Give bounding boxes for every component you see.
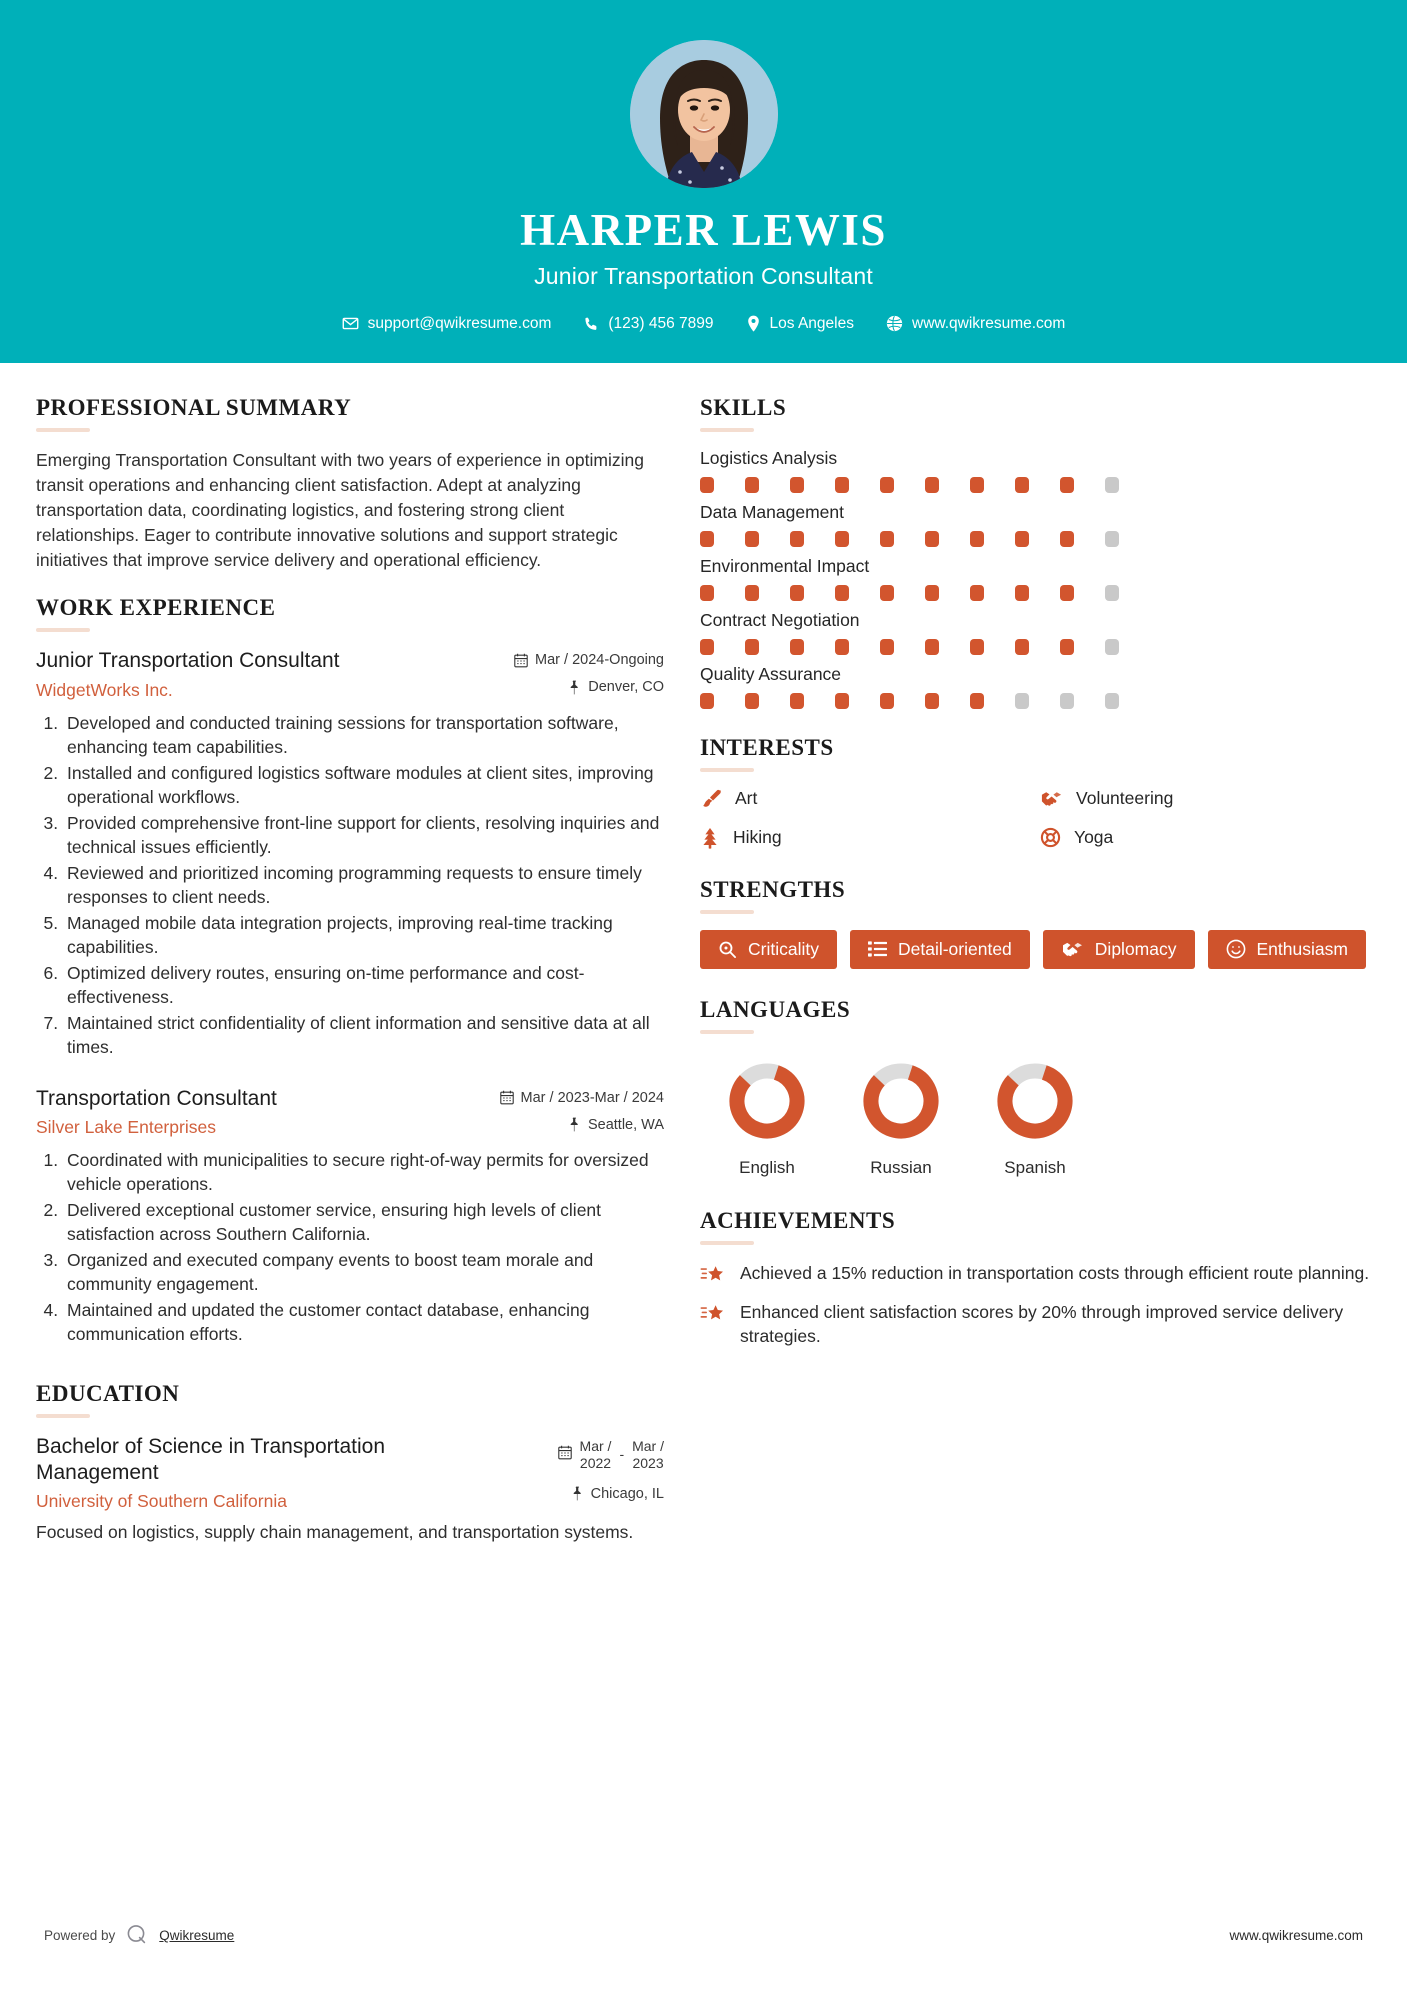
section-heading: PROFESSIONAL SUMMARY <box>36 394 352 420</box>
skill-dot-filled <box>1060 531 1074 547</box>
skill-dot-filled <box>1060 477 1074 493</box>
job-bullet: 1. Developed and conducted training sessions for transportation software, enhancing team capabilities. <box>63 711 664 760</box>
tree-icon <box>700 827 720 849</box>
skill-dot-filled <box>970 531 984 547</box>
strength-chip-criticality[interactable] <box>700 930 837 969</box>
work-entry-header <box>36 1086 664 1138</box>
contact-email[interactable] <box>326 315 568 333</box>
language-item <box>700 1058 834 1178</box>
skill-dot-filled <box>925 477 939 493</box>
job-location <box>514 679 664 695</box>
skill-dot-empty <box>1105 693 1119 709</box>
skill-dot-empty <box>1060 693 1074 709</box>
skill-dot-filled <box>745 531 759 547</box>
interests-grid <box>700 788 1370 849</box>
section-rule <box>36 428 90 432</box>
skill-rating <box>700 585 1370 601</box>
education-end-year: 2023 <box>632 1454 664 1471</box>
education-entry-main <box>36 1434 456 1513</box>
skill-dot-filled <box>745 693 759 709</box>
job-bullet: 3. Provided comprehensive front-line support for clients, resolving inquiries and technical issues efficiently. <box>63 811 664 860</box>
shooting-star-icon <box>700 1300 726 1325</box>
work-entry-header <box>36 648 664 700</box>
skill-dot-filled <box>925 639 939 655</box>
language-name: Spanish <box>1004 1157 1066 1177</box>
section-heading: WORK EXPERIENCE <box>36 595 276 621</box>
skill-name: Contract Negotiation <box>700 609 860 630</box>
qwikresume-logo-icon <box>126 1923 148 1948</box>
contact-phone-text: (123) 456 7899 <box>608 314 714 332</box>
skill-dot-filled <box>835 693 849 709</box>
job-bullets <box>36 1148 664 1347</box>
page-footer <box>0 1923 1407 1948</box>
job-dates-text: Mar / 2024-Ongoing <box>535 652 664 669</box>
section-rule <box>700 428 754 432</box>
search-icon <box>718 940 737 959</box>
skill-dot-empty <box>1015 693 1029 709</box>
section-heading: STRENGTHS <box>700 876 846 902</box>
left-column <box>36 395 664 1568</box>
achievement-item <box>700 1300 1370 1349</box>
qwikresume-link[interactable]: Qwikresume <box>159 1928 235 1943</box>
skill-dot-filled <box>970 477 984 493</box>
skill-dot-filled <box>700 585 714 601</box>
skill-dot-filled <box>925 585 939 601</box>
skill-row <box>700 448 1370 493</box>
language-item <box>968 1058 1102 1178</box>
skill-dot-filled <box>745 477 759 493</box>
language-item <box>834 1058 968 1178</box>
skill-dot-filled <box>835 585 849 601</box>
education-end-date <box>632 1438 664 1472</box>
section-heading: ACHIEVEMENTS <box>700 1207 896 1233</box>
strength-label: Criticality <box>748 938 819 959</box>
achievement-text: Achieved a 15% reduction in transportation costs through efficient route planning. <box>740 1262 1370 1283</box>
section-rule <box>36 1414 90 1418</box>
job-bullet: 6. Optimized delivery routes, ensuring on-time performance and cost-effectiveness. <box>63 961 664 1010</box>
section-work-experience <box>36 595 664 1347</box>
languages-list <box>700 1050 1370 1178</box>
skill-rating <box>700 693 1370 709</box>
section-education <box>36 1381 664 1546</box>
job-dates-text: Mar / 2023-Mar / 2024 <box>520 1089 664 1106</box>
achievement-item <box>700 1261 1370 1286</box>
skill-dot-empty <box>1105 531 1119 547</box>
map-pin-icon <box>746 315 761 332</box>
work-entry-meta <box>514 648 664 695</box>
job-role: Transportation Consultant <box>36 1086 277 1110</box>
section-languages <box>700 997 1370 1178</box>
skill-dot-filled <box>925 693 939 709</box>
section-rule <box>700 768 754 772</box>
calendar-icon <box>558 1445 572 1464</box>
pin-icon <box>568 1117 581 1132</box>
education-location-text: Chicago, IL <box>590 1485 664 1502</box>
work-entry <box>36 1086 664 1347</box>
skill-row <box>700 556 1370 601</box>
list-icon <box>868 940 887 958</box>
interest-item <box>700 827 1030 849</box>
section-achievements <box>700 1208 1370 1349</box>
job-location-text: Seattle, WA <box>587 1116 664 1133</box>
skill-dot-filled <box>880 693 894 709</box>
interest-label: Yoga <box>1074 827 1114 847</box>
skill-dot-filled <box>1060 585 1074 601</box>
interest-item <box>1040 827 1370 849</box>
skill-dot-filled <box>880 531 894 547</box>
contact-location-text: Los Angeles <box>769 314 854 332</box>
job-bullet: 2. Delivered exceptional customer service, ensuring high levels of client satisfaction across Southern California. <box>63 1198 664 1247</box>
page-title: HARPER LEWIS <box>520 205 887 255</box>
strength-label: Diplomacy <box>1094 938 1177 959</box>
phone-icon <box>583 316 599 332</box>
section-rule <box>700 910 754 914</box>
education-start-year: 2022 <box>579 1454 612 1471</box>
interest-item <box>1040 788 1370 810</box>
skill-dot-filled <box>700 477 714 493</box>
skill-dot-filled <box>970 693 984 709</box>
strength-chip-enthusiasm[interactable] <box>1208 930 1366 969</box>
skill-dot-filled <box>970 639 984 655</box>
job-bullet: 4. Reviewed and prioritized incoming programming requests to ensure timely responses to client needs. <box>63 861 664 910</box>
pin-icon <box>568 680 581 695</box>
right-column <box>700 395 1370 1371</box>
skill-dot-filled <box>745 639 759 655</box>
education-entry-header <box>36 1434 664 1513</box>
skill-row <box>700 664 1370 709</box>
job-role: Junior Transportation Consultant <box>36 649 340 673</box>
skill-dot-filled <box>835 477 849 493</box>
job-location <box>500 1117 664 1133</box>
section-skills <box>700 395 1370 709</box>
strength-chip-detail-oriented[interactable] <box>850 930 1030 969</box>
section-professional-summary <box>36 395 664 574</box>
job-bullet: 7. Maintained strict confidentiality of client information and sensitive data at all times. <box>63 1011 664 1060</box>
work-entry-meta <box>500 1086 664 1133</box>
education-end-month: Mar / <box>632 1437 664 1454</box>
section-heading: SKILLS <box>700 394 787 420</box>
skill-dot-filled <box>1060 639 1074 655</box>
skill-dot-filled <box>790 693 804 709</box>
job-bullet: 1. Coordinated with municipalities to secure right-of-way permits for oversized vehicle operations. <box>63 1148 664 1197</box>
skill-dot-filled <box>1015 531 1029 547</box>
skill-dot-filled <box>700 531 714 547</box>
summary-text: Emerging Transportation Consultant with two years of experience in optimizing transit operations and enhancing client satisfaction. Adept at analyzing transportation data, coordinating logistics, and fostering strong client relationships. Eager to contribute innovative solutions and support strategic initiatives that improve service delivery and operational efficiency. <box>36 449 644 571</box>
skill-rating <box>700 531 1370 547</box>
work-entry-main <box>36 648 502 700</box>
section-interests <box>700 735 1370 849</box>
skill-dot-filled <box>700 639 714 655</box>
globe-icon <box>886 315 903 332</box>
language-donut-chart <box>724 1058 810 1144</box>
resume-body <box>0 363 1407 1568</box>
school-name: University of Southern California <box>36 1491 287 1512</box>
education-note: Focused on logistics, supply chain management, and transportation systems. <box>36 1522 634 1543</box>
skill-dot-filled <box>745 585 759 601</box>
job-bullet: 3. Organized and executed company events to boost team morale and community engagement. <box>63 1248 664 1297</box>
handshake-icon <box>1061 940 1084 959</box>
skill-dot-empty <box>1105 477 1119 493</box>
handshake-icon <box>1040 789 1063 809</box>
skill-dot-filled <box>880 477 894 493</box>
skill-dot-filled <box>1015 639 1029 655</box>
skill-name: Environmental Impact <box>700 555 870 576</box>
education-dates <box>558 1438 664 1472</box>
avatar-photo <box>630 40 778 188</box>
header-subtitle: Junior Transportation Consultant <box>534 262 873 289</box>
degree-title: Bachelor of Science in Transportation Management <box>36 1434 386 1485</box>
calendar-icon <box>500 1090 514 1105</box>
strength-label: Detail-oriented <box>897 938 1012 959</box>
strength-label: Enthusiasm <box>1256 938 1348 959</box>
skill-name: Logistics Analysis <box>700 447 838 468</box>
skill-dot-filled <box>880 639 894 655</box>
section-rule <box>700 1241 754 1245</box>
work-entry-main <box>36 1086 488 1138</box>
education-entry-meta <box>558 1434 664 1502</box>
strengths-list <box>700 930 1370 969</box>
education-entry <box>36 1434 664 1546</box>
strength-chip-diplomacy[interactable] <box>1043 930 1195 969</box>
job-bullet: 4. Maintained and updated the customer contact database, enhancing communication efforts. <box>63 1298 664 1347</box>
shooting-star-icon <box>700 1261 726 1286</box>
skill-dot-empty <box>1105 639 1119 655</box>
skill-rating <box>700 477 1370 493</box>
lifebuoy-icon <box>1040 827 1061 848</box>
section-heading: LANGUAGES <box>700 996 851 1022</box>
calendar-icon <box>514 653 528 668</box>
job-dates <box>500 1090 664 1106</box>
envelope-icon <box>342 315 359 332</box>
skill-rating <box>700 639 1370 655</box>
section-heading: EDUCATION <box>36 1380 180 1406</box>
job-location-text: Denver, CO <box>588 679 664 696</box>
skill-dot-filled <box>925 531 939 547</box>
job-dates <box>514 652 664 668</box>
section-rule <box>700 1030 754 1034</box>
skill-dot-empty <box>1105 585 1119 601</box>
pin-icon <box>571 1486 584 1501</box>
skill-dot-filled <box>1015 585 1029 601</box>
skill-dot-filled <box>700 693 714 709</box>
powered-by-label: Powered by <box>44 1928 116 1943</box>
skill-dot-filled <box>835 639 849 655</box>
skill-dot-filled <box>790 531 804 547</box>
language-name: Russian <box>870 1157 932 1177</box>
paintbrush-icon <box>700 788 722 810</box>
education-date-separator: - <box>619 1446 625 1463</box>
interest-item <box>700 788 1030 810</box>
skill-row <box>700 610 1370 655</box>
smiley-icon <box>1226 939 1246 959</box>
contact-location[interactable] <box>730 315 870 333</box>
powered-by <box>44 1923 234 1948</box>
contact-website[interactable] <box>870 315 1081 333</box>
skill-dot-filled <box>970 585 984 601</box>
education-start-date <box>580 1438 612 1472</box>
section-strengths <box>700 877 1370 969</box>
interest-label: Art <box>735 788 758 808</box>
language-donut-chart <box>858 1058 944 1144</box>
footer-website[interactable]: www.qwikresume.com <box>1229 1928 1363 1943</box>
language-donut-chart <box>992 1058 1078 1144</box>
work-entry <box>36 648 664 1059</box>
section-rule <box>36 628 90 632</box>
skill-name: Quality Assurance <box>700 663 842 684</box>
contact-email-text: support@qwikresume.com <box>367 314 552 332</box>
job-bullet: 5. Managed mobile data integration projects, improving real-time tracking capabilities. <box>63 911 664 960</box>
job-company: Silver Lake Enterprises <box>36 1116 216 1137</box>
interest-label: Volunteering <box>1076 788 1174 808</box>
achievement-text: Enhanced client satisfaction scores by 20% through improved service delivery strategies. <box>740 1301 1344 1346</box>
interest-label: Hiking <box>733 827 782 847</box>
education-start-month: Mar / <box>579 1437 612 1454</box>
skill-row <box>700 502 1370 547</box>
resume-header <box>0 0 1407 363</box>
skill-dot-filled <box>880 585 894 601</box>
skill-dot-filled <box>790 585 804 601</box>
job-bullets <box>36 711 664 1060</box>
section-heading: INTERESTS <box>700 734 834 760</box>
skills-list <box>700 448 1370 709</box>
job-company: WidgetWorks Inc. <box>36 679 173 700</box>
skill-dot-filled <box>835 531 849 547</box>
education-location <box>558 1486 664 1502</box>
skill-dot-filled <box>790 477 804 493</box>
language-name: English <box>739 1157 795 1177</box>
contact-website-text: www.qwikresume.com <box>912 314 1066 332</box>
job-bullet: 2. Installed and configured logistics software modules at client sites, improving operational workflows. <box>63 761 664 810</box>
skill-dot-filled <box>1015 477 1029 493</box>
avatar <box>630 40 778 188</box>
skill-dot-filled <box>790 639 804 655</box>
contact-row <box>0 315 1407 333</box>
contact-phone[interactable] <box>567 315 729 333</box>
skill-name: Data Management <box>700 501 844 522</box>
